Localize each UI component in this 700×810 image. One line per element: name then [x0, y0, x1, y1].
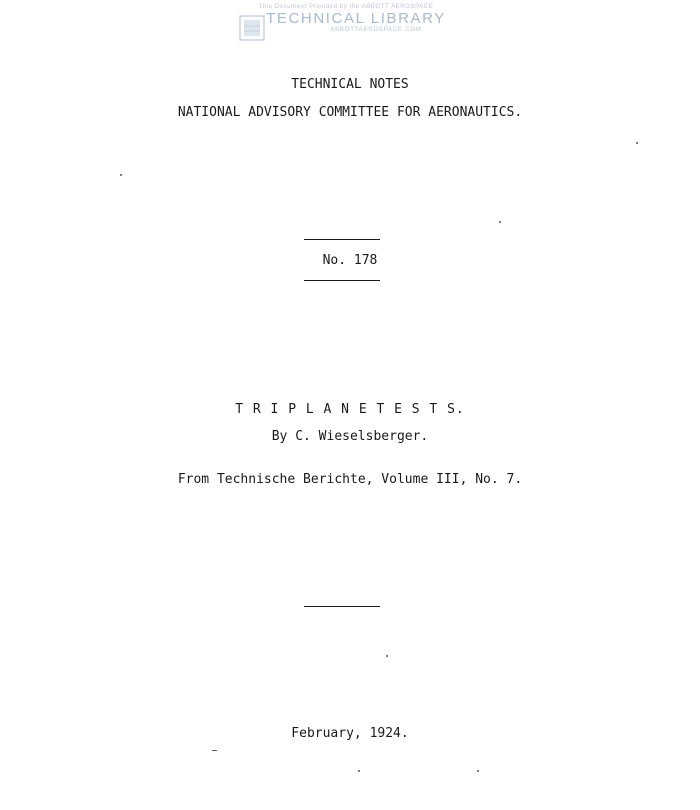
- scan-speck: [636, 142, 638, 144]
- document-source: From Technische Berichte, Volume III, No. 7.: [177, 472, 523, 487]
- stamp-library-name: TECHNICAL LIBRARY: [266, 10, 446, 27]
- rule-separator: [304, 606, 380, 607]
- stamp-provider-text: This Document Provided by the ABBOTT AEROSPACE: [258, 4, 434, 10]
- document-date: February, 1924.: [291, 726, 409, 741]
- rule-above-number: [304, 239, 380, 240]
- library-stamp: [236, 2, 456, 46]
- scan-speck: [212, 750, 217, 751]
- scan-speck: [358, 770, 360, 772]
- document-author: By C. Wieselsberger.: [271, 429, 429, 444]
- document-title: T R I P L A N E T E S T S.: [235, 402, 465, 417]
- scan-speck: [386, 655, 388, 657]
- stamp-website: ABBOTTAEROSPACE.COM: [330, 27, 422, 33]
- note-number: No. 178: [322, 253, 378, 268]
- scan-speck: [477, 770, 479, 772]
- scan-speck: [120, 174, 122, 176]
- header-committee: NATIONAL ADVISORY COMMITTEE FOR AERONAUTICS.: [177, 105, 523, 120]
- rule-below-number: [304, 280, 380, 281]
- scan-speck: [499, 221, 501, 223]
- header-technical-notes: TECHNICAL NOTES: [291, 77, 409, 92]
